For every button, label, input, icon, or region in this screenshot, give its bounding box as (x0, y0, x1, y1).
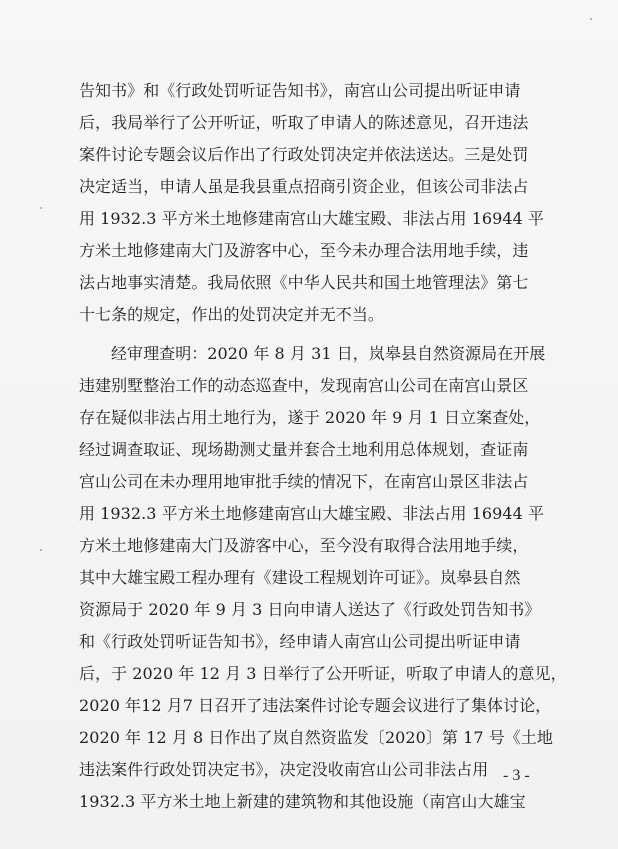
text-line: 资源局于 2020 年 9 月 3 日向申请人送达了《行政处罚告知书》 (79, 600, 541, 619)
text-line: 方米土地修建南大门及游客中心，至今没有取得合法用地手续， (79, 536, 529, 555)
text-line: 十七条的规定，作出的处罚决定并无不当。 (79, 305, 384, 324)
text-line: 和《行政处罚听证告知书》，经申请人南宫山公司提出听证申请 (79, 632, 521, 651)
text-line: 用 1932.3 平方米土地修建南宫山大雄宝殿、非法占用 16944 平 (79, 209, 545, 228)
paper-speck (40, 549, 42, 551)
text-line: 经过调查取证、现场勘测丈量并套合土地利用总体规划，查证南 (79, 440, 529, 459)
text-line: 方米土地修建南大门及游客中心，至今未办理合法用地手续，违 (79, 241, 529, 260)
text-line: 后，于 2020 年 12 月 3 日举行了公开听证，听取了申请人的意见， (79, 664, 567, 683)
text-line: 用 1932.3 平方米土地修建南宫山大雄宝殿、非法占用 16944 平 (79, 504, 545, 523)
text-line: 2020 年 12 月 8 日作出了岚自然资监发〔2020〕第 17 号《土地 (79, 728, 553, 747)
paper-speck (40, 207, 42, 209)
text-line: 其中大雄宝殿工程办理有《建设工程规划许可证》。岚皋县自然 (79, 568, 521, 587)
text-line: 宫山公司在未办理用地审批手续的情况下，在南宫山景区非法占 (79, 472, 529, 491)
text-line: 违法案件行政处罚决定书》，决定没收南宫山公司非法占用 (79, 760, 489, 779)
text-line: 后，我局举行了公开听证，听取了申请人的陈述意见，召开违法 (79, 113, 529, 132)
text-line: 决定适当，申请人虽是我县重点招商引资企业，但该公司非法占 (79, 177, 529, 196)
paper-speck (590, 18, 592, 20)
text-line: 违建别墅整治工作的动态巡查中，发现南宫山公司在南宫山景区 (79, 376, 529, 395)
text-line: 告知书》和《行政处罚听证告知书》，南宫山公司提出听证申请 (79, 81, 521, 100)
text-line: 案件讨论专题会议后作出了行政处罚决定并依法送达。三是处罚 (79, 145, 529, 164)
text-line: 1932.3 平方米土地上新建的建筑物和其他设施（南宫山大雄宝 (79, 792, 526, 811)
text-line: 2020 年12 月7 日召开了违法案件讨论专题会议进行了集体讨论， (79, 696, 552, 715)
paragraph-first-line: 经审理查明：2020 年 8 月 31 日，岚皋县自然资源局在开展 (111, 344, 546, 363)
page-number: - 3 - (503, 767, 530, 784)
text-line: 存在疑似非法占用土地行为，遂于 2020 年 9 月 1 日立案查处， (79, 408, 541, 427)
text-line: 法占地事实清楚。我局依照《中华人民共和国土地管理法》第七 (79, 273, 529, 292)
